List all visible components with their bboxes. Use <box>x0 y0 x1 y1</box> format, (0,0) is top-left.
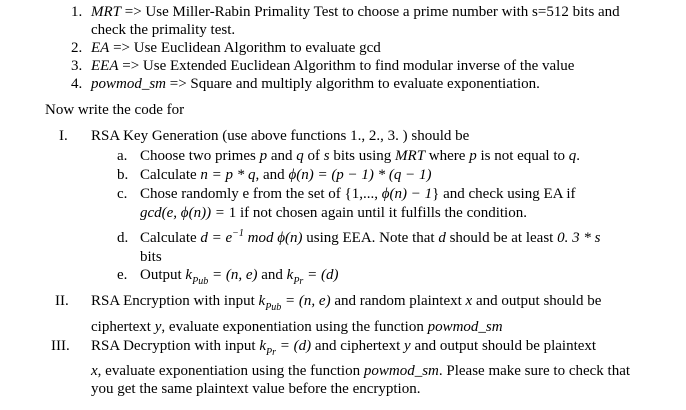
step-d-text-cont: bits <box>140 249 162 265</box>
step-e-label: e. <box>117 267 128 283</box>
section-number-1: I. <box>59 128 68 144</box>
list-number-2: 2. <box>71 40 83 56</box>
step-c-text-cont: gcd(e, ϕ(n)) = 1 if not chosen again until it fulfills the condition. <box>140 205 527 221</box>
list-item-powmod: powmod_sm => Square and multiply algorithm to evaluate exponentiation. <box>91 76 540 92</box>
step-a-label: a. <box>117 148 128 164</box>
list-number-1: 1. <box>71 4 83 20</box>
step-a-text: Choose two primes p and q of s bits using MRT where p is not equal to q. <box>140 148 581 164</box>
step-b-text: Calculate n = p * q, and ϕ(n) = (p − 1) * (q − 1) <box>140 167 432 183</box>
list-item-eea: EEA => Use Extended Euclidean Algorithm to find modular inverse of the value <box>91 58 575 74</box>
list-number-4: 4. <box>71 76 83 92</box>
step-c-text: Chose randomly e from the set of {1,..., ϕ(n) − 1} and check using EA if <box>140 186 576 202</box>
intro-text: Now write the code for <box>45 102 185 118</box>
section-number-3: III. <box>51 338 70 354</box>
list-number-3: 3. <box>71 58 83 74</box>
list-item-mrt-cont: check the primality test. <box>91 22 236 38</box>
step-e-text: Output $k_{Pub} = (n$, e) and $k_{Pr} = (d)$ <box>140 267 339 287</box>
section-1-heading: RSA Key Generation (use above functions 1., 2., 3. ) should be <box>91 128 470 144</box>
section-3-text-cont: x, evaluate exponentiation using the function powmod_sm. Please make sure to check that <box>91 363 631 379</box>
section-2-text-cont: ciphertext y, evaluate exponentiation using the function powmod_sm <box>91 319 503 335</box>
section-3-text-end: you get the same plaintext value before the encryption. <box>91 381 421 397</box>
step-c-label: c. <box>117 186 128 202</box>
step-d-text: Calculate $d = e^{-1}$ mod ϕ(n) using EEA. Note that d should be at least 0. 3 * s <box>140 228 601 246</box>
section-2-text: RSA Encryption with input $k_{Pub} = (n$, e) and random plaintext x and output should be <box>91 293 602 313</box>
section-3-text: RSA Decryption with input $k_{Pr} = (d)$ and ciphertext y and output should be plaintext <box>91 338 597 358</box>
section-number-2: II. <box>55 293 69 309</box>
list-item-mrt: MRT => Use Miller-Rabin Primality Test to choose a prime number with s=512 bits and <box>91 4 620 20</box>
step-b-label: b. <box>117 167 129 183</box>
step-d-label: d. <box>117 230 129 246</box>
list-item-ea: EA => Use Euclidean Algorithm to evaluate gcd <box>91 40 381 56</box>
